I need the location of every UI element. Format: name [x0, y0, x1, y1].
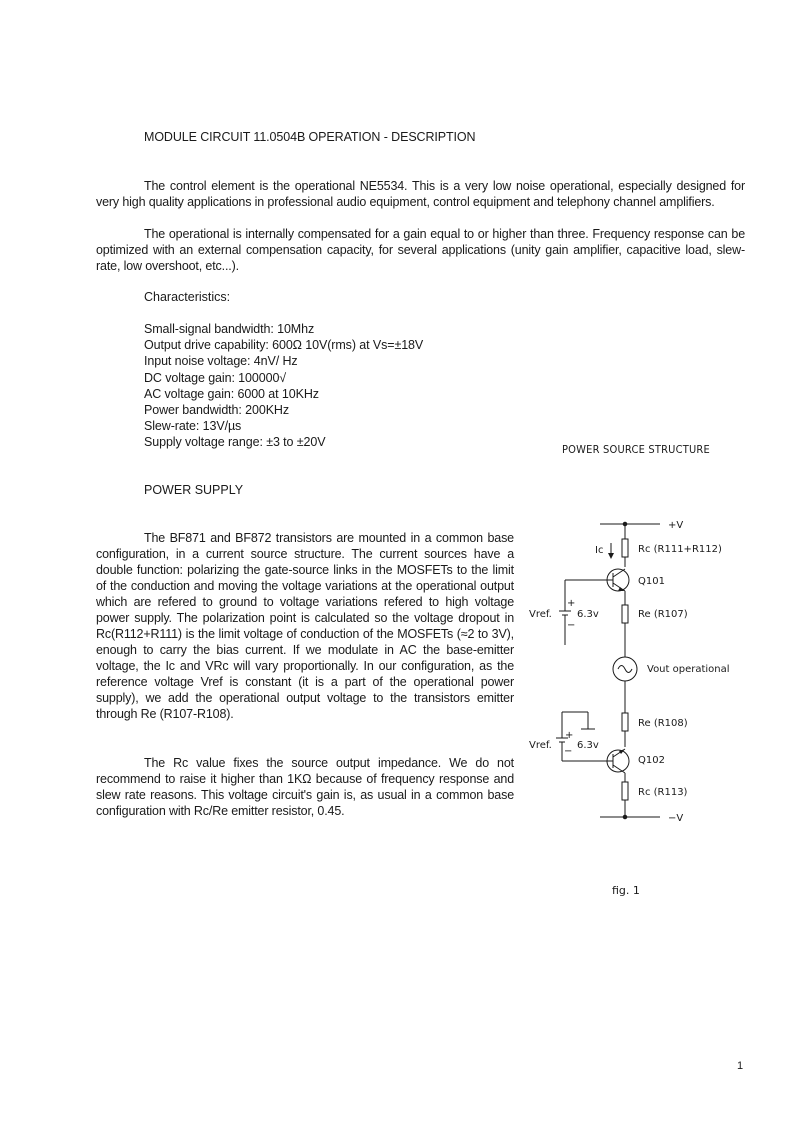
list-item: Input noise voltage: 4nV/ Hz: [144, 354, 298, 369]
q102-label: Q102: [638, 755, 665, 766]
ic-label: Ic: [595, 545, 604, 556]
figure-caption: fig. 1: [612, 884, 640, 897]
re-top-label: Re (R107): [638, 609, 688, 620]
intro-paragraph-2: The operational is internally compensated for a gain equal to or higher than three. Frequency response can be optimized with an external compensation capacity, for several applications (unity gain amplifier, capacitive load, slew-rate, low overshoot, etc...).: [96, 227, 745, 273]
page-number: 1: [737, 1060, 744, 1072]
rc-bottom-resistor: [622, 782, 628, 800]
plus-bottom-label: +: [565, 730, 574, 741]
power-supply-paragraph-2: The Rc value fixes the source output impedance. We do not recommend to raise it higher than 1KΩ because of frequency response and slew rate reasons. This voltage circuit's gain is, as usual in a common base configuration with Rc/Re emitter resistor, 0.45.: [96, 756, 514, 818]
vplus-label: +V: [668, 520, 684, 531]
power-source-circuit-diagram: [500, 505, 730, 835]
vminus-label: −V: [668, 813, 684, 824]
vout-label: Vout operational: [647, 664, 730, 675]
v63-bottom-label: 6.3v: [577, 740, 599, 751]
list-item: Supply voltage range: ±3 to ±20V: [144, 435, 326, 450]
re-bottom-resistor: [622, 713, 628, 731]
characteristics-heading: Characteristics:: [144, 290, 231, 304]
list-item: Output drive capability: 600Ω 10V(rms) at Vs=±18V: [144, 338, 424, 353]
minus-top-label: −: [567, 620, 576, 631]
list-item: Power bandwidth: 200KHz: [144, 403, 290, 418]
vref-bottom-label: Vref.: [529, 740, 552, 751]
intro-paragraph-1: The control element is the operational NE5534. This is a very low noise operational, especially designed for very high quality applications in professional audio equipment, control equipment and telephony channel amplifiers.: [96, 179, 745, 209]
list-item: AC voltage gain: 6000 at 10KHz: [144, 386, 319, 401]
characteristics-list: [144, 321, 423, 451]
list-item: Small-signal bandwidth: 10Mhz: [144, 322, 315, 336]
rc-bottom-label: Rc (R113): [638, 787, 688, 798]
minus-bottom-label: −: [564, 746, 573, 757]
q101-label: Q101: [638, 576, 665, 587]
page-title: MODULE CIRCUIT 11.0504B OPERATION - DESCRIPTION: [144, 130, 476, 144]
re-top-resistor: [622, 605, 628, 623]
plus-top-label: +: [567, 598, 576, 609]
diagram-title: POWER SOURCE STRUCTURE: [562, 443, 710, 456]
vminus-node: [623, 815, 627, 819]
rc-top-label: Rc (R111+R112): [638, 544, 722, 555]
vref-top-label: Vref.: [529, 609, 552, 620]
power-supply-heading: POWER SUPPLY: [144, 483, 244, 497]
rc-top-resistor: [622, 539, 628, 557]
re-bottom-label: Re (R108): [638, 718, 688, 729]
list-item: DC voltage gain: 100000√: [144, 370, 287, 385]
list-item: Slew-rate: 13V/µs: [144, 419, 242, 434]
v63-top-label: 6.3v: [577, 609, 599, 620]
power-supply-paragraph-1: The BF871 and BF872 transistors are mounted in a common base configuration, in a current source structure. The current sources have a double function: polarizing the gate-source links in the MOSFETs to the limit of the conduction and moving the voltage variations at the operational output which are refered to ground to voltage variations refered to high voltage power supply. The polarization point is calculated so the voltage dropout in Rc(R112+R111) is the limit voltage of conduction of the MOSFETs (≈2 to 3V), enough to carry the bias current. If we modulate in AC the base-emitter voltage, the Ic and VRc will vary proportionally. In our configuration, as the reference voltage Vref is constant (it is a part of the operational power supply), we add the operational output voltage to the transistors emitter through Re (R107-R108).: [96, 531, 514, 721]
